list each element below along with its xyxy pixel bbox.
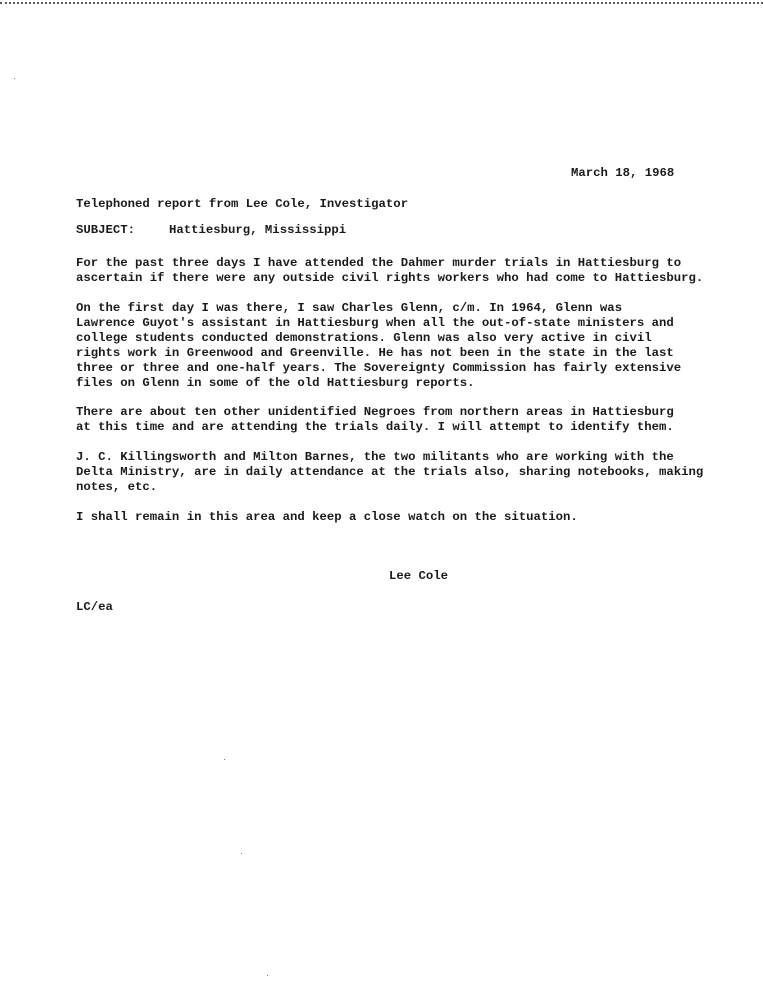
report-heading: Telephoned report from Lee Cole, Investigator [76, 197, 409, 211]
scan-speck [14, 78, 15, 79]
scan-speck [267, 975, 268, 976]
paragraph-line: I shall remain in this area and keep a close watch on the situation. [76, 510, 578, 524]
signature-name: Lee Cole [389, 569, 449, 583]
paragraph-line: college students conducted demonstrations. Glenn was also very active in civil [76, 331, 652, 345]
letter-date: March 18, 1968 [571, 166, 675, 180]
paragraph-line: There are about ten other unidentified Negroes from northern areas in Hattiesburg [76, 405, 674, 419]
scan-speck [224, 759, 225, 760]
paragraph-line: rights work in Greenwood and Greenville. He has not been in the state in the last [76, 346, 674, 360]
paragraph-3 [76, 405, 674, 435]
paragraph-line: notes, etc. [76, 480, 158, 494]
subject-label: SUBJECT: [76, 223, 136, 237]
paragraph-2 [76, 301, 681, 391]
paragraph-line: For the past three days I have attended the Dahmer murder trials in Hattiesburg to [76, 256, 682, 270]
subject-value: Hattiesburg, Mississippi [169, 223, 347, 237]
paragraph-1 [76, 256, 703, 286]
paragraph-line: J. C. Killingsworth and Milton Barnes, the two militants who are working with the [76, 450, 674, 464]
subject-line [76, 223, 346, 238]
paragraph-line: ascertain if there were any outside civil rights workers who had come to Hattiesburg. [76, 271, 704, 285]
paragraph-line: Lawrence Guyot's assistant in Hattiesburg when all the out-of-state ministers and [76, 316, 674, 330]
paragraph-line: Delta Ministry, are in daily attendance at the trials also, sharing notebooks, making [76, 465, 704, 479]
paragraph-line: at this time and are attending the trials daily. I will attempt to identify them. [76, 420, 674, 434]
paragraph-line: On the first day I was there, I saw Charles Glenn, c/m. In 1964, Glenn was [76, 301, 623, 315]
typist-initials: LC/ea [76, 600, 113, 614]
paragraph-4 [76, 450, 703, 495]
paragraph-line: three or three and one-half years. The Sovereignty Commission has fairly extensive [76, 361, 682, 375]
paragraph-line: files on Glenn in some of the old Hattiesburg reports. [76, 376, 475, 390]
top-edge-dotted-line [0, 2, 763, 4]
paragraph-5 [76, 510, 578, 525]
scan-speck [241, 853, 242, 854]
